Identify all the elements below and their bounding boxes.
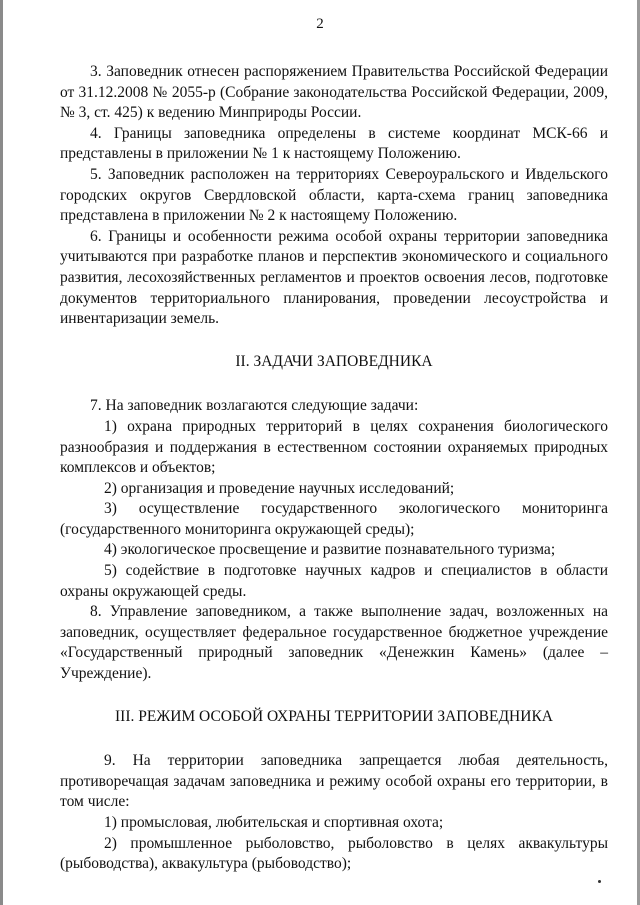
paragraph-7: 7. На заповедник возлагаются следующие задачи: [90,397,419,415]
paragraph-7-item-1: 1) охрана природных территорий в целях сохранения биологического разнообразия и поддержания в естественном состоянии охраняемых природных комплексов и объектов; [60,417,608,477]
scan-dot [598,880,601,883]
paragraph-9: 9. На территории заповедника запрещается любая деятельность, противоречащая задачам заповедника и режиму особой охраны его территории, в том числе: [60,752,608,811]
paragraph-9-item-1: 1) промысловая, любительская и спортивная охота; [104,814,444,831]
paragraph-5: 5. Заповедник расположен на территориях Североуральского и Ивдельского городских округов Свердловской области, карта-схема границ заповедника представлена в приложении № 2 к настоящему Положению. [60,165,608,225]
paragraph-4: 4. Границы заповедника определены в системе координат МСК-66 и представлены в приложении № 1 к настоящему Положению. [60,124,608,163]
paragraph-7-item-5: 5) содействие в подготовке научных кадров и специалистов в области охраны окружающей среды. [60,562,608,600]
page-number: 2 [316,16,324,32]
page-edge-left [0,0,3,905]
paragraph-7-item-4: 4) экологическое просвещение и развитие познавательного туризма; [104,541,556,559]
paragraph-8: 8. Управление заповедником, а также выполнение задач, возложенных на заповедник, осуществляет федеральное государственное бюджетное учреждение «Государственный природный заповедник «Денежкин Камень» (далее – Учреждение). [60,603,608,683]
paragraph-6: 6. Границы и особенности режима особой охраны территории заповедника учитываются при разработке планов и перспектив экономического и социального развития, лесохозяйственных регламентов и проектов освоения лесов, подготовке документов территориального планирования, проведении лесоустройства и инвентаризации земель. [60,227,608,328]
section-heading-2: II. ЗАДАЧИ ЗАПОВЕДНИКА [235,352,433,370]
paragraph-7-item-2: 2) организация и проведение научных исследований; [104,479,455,497]
paragraph-9-item-2: 2) промышленное рыболовство, рыболовство в целях аквакультуры (рыбоводства), аквакультура (рыбоводство); [60,834,608,873]
paragraph-3: 3. Заповедник отнесен распоряжением Правительства Российской Федерации от 31.12.2008 № 2055-р (Собрание законодательства Российской Федерации, 2009, № 3, ст. 425) к ведению Минприроды России. [60,63,608,122]
paragraph-7-item-3: 3) осуществление государственного экологического мониторинга (государственного мониторинга окружающей среды); [60,500,608,538]
section-heading-3: III. РЕЖИМ ОСОБОЙ ОХРАНЫ ТЕРРИТОРИИ ЗАПОВЕДНИКА [115,707,553,725]
document-body [60,62,608,875]
